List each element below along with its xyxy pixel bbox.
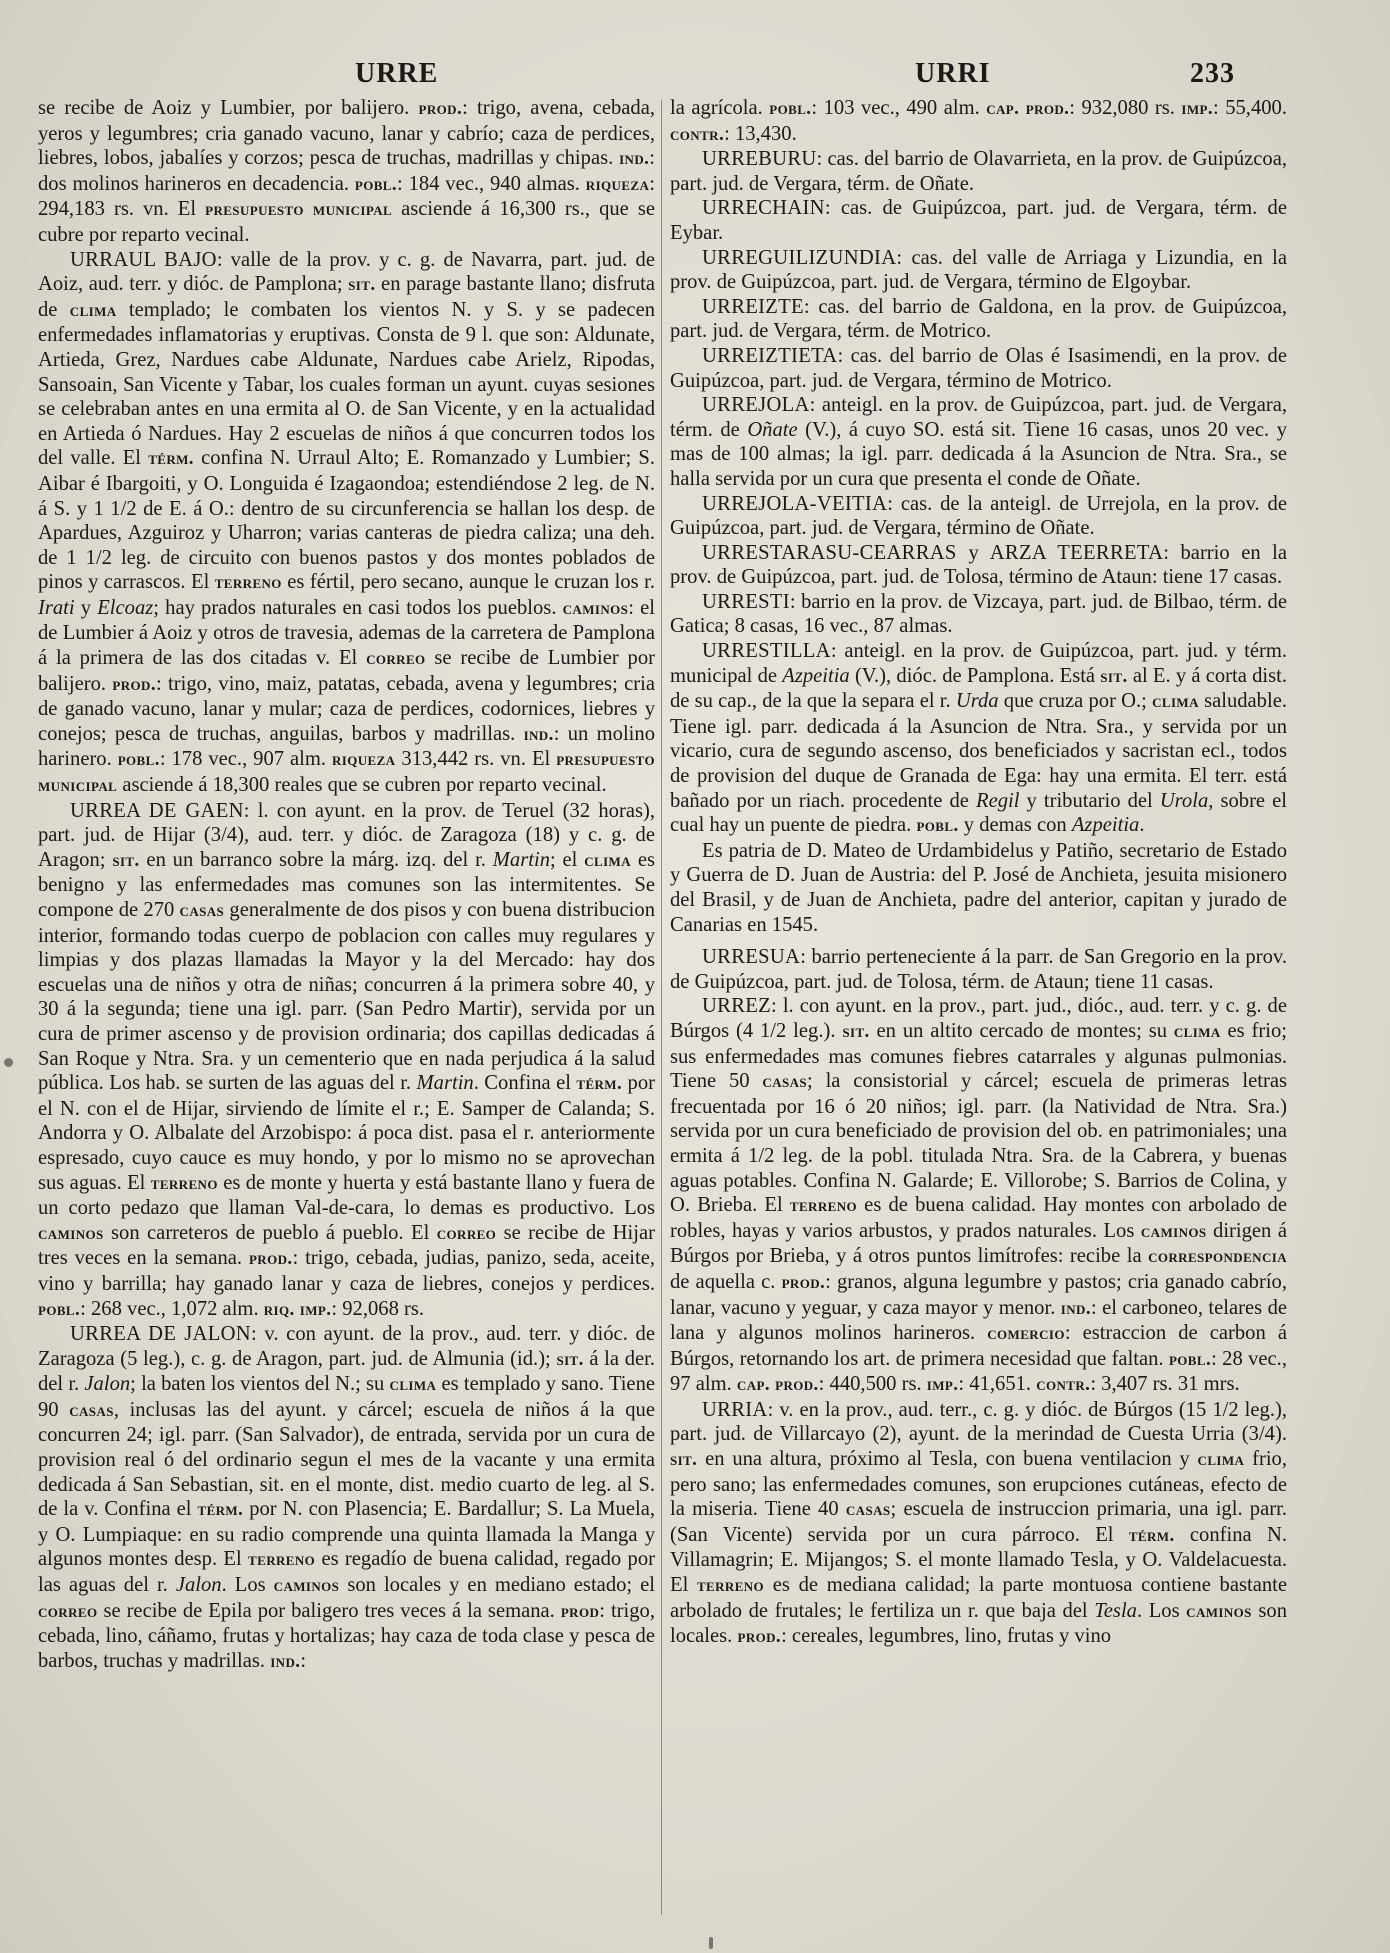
entry-text: (V.), dióc. de Pamplona. Está: [849, 664, 1101, 687]
page-number: 233: [1190, 58, 1235, 89]
entry-text: . Los: [1136, 1599, 1187, 1622]
field-label: comercio: [987, 1323, 1065, 1345]
entry-headword: URRECHAIN: [702, 197, 825, 220]
right-column: [670, 96, 1287, 1650]
entry-text: y tributario del: [1019, 789, 1160, 812]
italic-name: Urda: [955, 690, 999, 713]
entry-text: se recibe de Lumbier por balijero.: [38, 647, 655, 695]
gazetteer-entry: [38, 799, 655, 1322]
entry-text: se recibe de Epila por baligero tres veces á la semana.: [97, 1599, 561, 1622]
field-label: casas: [845, 1499, 891, 1521]
entry-text: ; la baten los vientos del N.; su: [130, 1373, 390, 1396]
field-label: térm.: [197, 1499, 244, 1521]
entry-text: : 178 vec., 907 alm.: [159, 748, 332, 771]
entry-text: : trigo, vino, maiz, patatas, cebada, avena y legumbres; cria de ganado vacuno, lanar y mular; caza de perdices, codornices, liebres y conejos; pesca de truchas, anguilas, barbos y madrillas.: [38, 672, 655, 745]
entry-text: es de buena calidad. Hay montes con arbolado de robles, hayas y varios arbustos, y prados naturales. Los: [670, 1194, 1287, 1242]
entry-text: : 103 vec., 490 alm.: [811, 97, 987, 119]
entry-headword: URREA DE GAEN: [70, 799, 244, 822]
gazetteer-entry: [670, 246, 1287, 295]
gazetteer-entry: [670, 945, 1287, 994]
entry-text: : 294,183 rs. vn. El: [38, 172, 655, 221]
gazetteer-entry: [670, 196, 1287, 245]
field-label: clima: [389, 1374, 437, 1396]
field-label: ind.: [523, 723, 554, 745]
gazetteer-entry: [670, 96, 1287, 147]
entry-text: y demas con: [958, 814, 1072, 837]
entry-text: que cruza por O.;: [998, 690, 1153, 713]
entry-text: : un molino harinero.: [38, 722, 655, 771]
entry-text: : cereales, legumbres, lino, frutas y vino: [781, 1625, 1112, 1648]
entry-text: , inclusas las del ayunt. y cárcel; escuela de niños á la que concurren 24; igl. parr. (San Salvador), de entrada, servida por un cura de provision real ó del ordinario segun el mes de la vacante y una ermita dedicada á San Sebastian, sit. en el monte, dist. medio cuarto de leg. al S. de la v. Confina el: [38, 1398, 655, 1521]
entry-headword: URRIA: [702, 1398, 768, 1421]
field-label: caminos: [1140, 1220, 1207, 1242]
entry-text: : l. con ayunt. en la prov. de Teruel (32 horas), part. jud. de Hijar (3/4), aud. terr. y dióc. de Zaragoza (18) y c. g. de Aragon;: [38, 799, 656, 871]
field-label: riq. imp.: [263, 1298, 332, 1320]
entry-text: : barrio en la prov. de Guipúzcoa, part. jud. de Tolosa, término de Ataun: tiene 17 casas.: [670, 541, 1287, 589]
entry-text: : el de Lumbier á Aoiz y otros de travesia, ademas de la carretera de Pamplona á la primera de las dos citadas v. El: [38, 596, 655, 670]
entry-text: en parage bastante llano; disfruta de: [38, 273, 655, 321]
entry-text: ; hay prados naturales en casi todos los pueblos.: [153, 596, 563, 619]
field-label: imp.: [1181, 98, 1214, 119]
gazetteer-entry: [38, 1322, 655, 1674]
field-label: caminos: [38, 1222, 104, 1244]
italic-name: Jalon: [175, 1574, 222, 1597]
entry-text: son locales y en mediano estado; el: [339, 1574, 655, 1597]
entry-text: saludable. Tiene igl. parr. dedicada á la Asuncion de Ntra. Sra., y servida por un vicario, cura de segundo ascenso, dos beneficiados y sacristan ecl., todos de provision del duque de Granada de Ega: hay una ermita. El terr. está bañado por un riach. procedente de: [670, 690, 1287, 812]
italic-name: Elcoaz: [97, 596, 154, 619]
entry-text: asciende á 16,300 rs., que se cubre por reparto vecinal.: [38, 198, 655, 246]
gazetteer-entry: [670, 393, 1287, 491]
field-label: terreno: [696, 1575, 765, 1597]
gazetteer-entry: [670, 492, 1287, 541]
entry-text: son carreteros de pueblo á pueblo. El: [103, 1221, 437, 1244]
entry-text: : barrio en la prov. de Vizcaya, part. jud. de Bilbao, térm. de Gatica; 8 casas, 16 vec., 87 almas.: [670, 590, 1287, 638]
entry-text: dirigen á Búrgos por Brieba, y á otros puntos limítrofes: recibe la: [670, 1219, 1287, 1268]
entry-text: : granos, alguna legumbre y pastos; cria ganado cabrío, lanar, vacuno y yeguar, y caza mayor y menor.: [670, 1270, 1287, 1319]
field-label: riqueza: [331, 749, 396, 771]
entry-text: se recibe de Hijar tres veces en la semana.: [38, 1221, 655, 1270]
entry-headword: URREGUILIZUNDIA: [702, 246, 897, 269]
italic-name: Martin: [492, 848, 550, 871]
entry-text: ; el: [550, 848, 585, 871]
field-label: sit.: [670, 1449, 698, 1471]
entry-text: es de mediana calidad; la parte montuosa contiene bastante arbolado de frutales; le fertiliza un r. que baja del: [670, 1574, 1287, 1622]
field-label: pobl.: [769, 98, 812, 119]
field-label: prod.: [737, 1626, 782, 1648]
field-label: cap. prod.: [736, 1374, 819, 1396]
field-label: caminos: [1186, 1600, 1252, 1622]
entry-text: : v. en la prov., aud. terr., c. g. y dióc. de Búrgos (15 1/2 leg.), part. jud. de Villarcayo (2), ayunt. de la merindad de Cuesta Urria (3/4).: [670, 1398, 1287, 1446]
running-head-left: URRE: [355, 58, 439, 89]
entry-text: : l. con ayunt. en la prov., part. jud., dióc., aud. terr. y c. g. de Búrgos (4 1/2 leg.).: [670, 995, 1287, 1042]
field-label: terreno: [150, 1172, 218, 1194]
entry-headword: URREBURU: [702, 148, 817, 171]
field-label: sit.: [112, 849, 140, 871]
entry-text: : 28 vec., 97 alm.: [670, 1347, 1287, 1396]
entry-text: confina N. Urraul Alto; E. Romanzado y Lumbier; S. Aibar é Ibargoiti, y O. Longuida é Izagaondoa; estendiéndose 2 leg. de N. á S. y 1 1/2 de E. á O.: dentro de su circunferencia se hallan los desp. de Apardues, Azguiroz y Uharron; varias canteras de piedra caliza; una deh. de 1 1/2 leg. de circuito con buenos pastos y dos montes poblados de pinos y carrascos. El: [38, 447, 655, 594]
italic-name: Urola: [1159, 789, 1209, 812]
gazetteer-entry: [670, 590, 1287, 639]
left-column: [38, 96, 655, 1674]
entry-text: templado; le combaten los vientos N. y S. y se padecen enfermedades inflamatorias y eruptivas. Consta de 9 l. que son: Aldunate, Artieda, Grez, Nardues cabe Aldunate, Nardues cabe Arielz, Ripodas, Sansoain, San Vicente y Tabar, los cuales forman un ayunt. cuyas sesiones se celebraban antes en una ermita al O. de San Vicente, y en la actualidad en Artieda ó Nardues. Hay 2 escuelas de niños á que concurren todos los del valle. El: [38, 298, 656, 470]
entry-text: á la der. del r.: [38, 1347, 655, 1396]
field-label: caminos: [273, 1575, 340, 1597]
entry-text: : 932,080 rs.: [1069, 97, 1182, 119]
field-label: prod: [560, 1600, 600, 1622]
entry-text: : trigo, cebada, judias, panizo, seda, aceite, vino y barrilla; hay ganado lanar y caza de liebres, conejos y perdices.: [38, 1247, 655, 1295]
entry-text: en un altito cercado de montes; su: [869, 1019, 1174, 1042]
entry-text: es frio; sus enfermedades mas comunes fiebres catarrales y algunas pulmonias. Tiene 50: [670, 1019, 1287, 1093]
field-label: prod.: [248, 1248, 293, 1270]
entry-text: : 268 vec., 1,072 alm.: [80, 1297, 264, 1320]
entry-headword: URRESTILLA: [702, 640, 831, 663]
field-label: sit.: [556, 1348, 584, 1370]
italic-name: Azpeitia: [1071, 814, 1140, 837]
field-label: casas: [762, 1071, 808, 1093]
entry-text: es templado y sano. Tiene 90: [38, 1373, 656, 1421]
column-divider: [661, 100, 662, 1915]
field-label: sit.: [1100, 665, 1128, 687]
entry-text: por N. con Plasencia; E. Bardallur; S. La Muela, y O. Lumpiaque: en su radio comprende una quinta llamada la Manga y algunos montes desp. El: [38, 1498, 656, 1571]
field-label: clima: [1152, 691, 1199, 713]
entry-text: . Confina el: [473, 1072, 577, 1095]
entry-text: . Los: [221, 1574, 274, 1597]
entry-text: : 184 vec., 940 almas.: [397, 172, 586, 195]
gazetteer-entry: [670, 839, 1287, 937]
field-label: imp.: [926, 1374, 959, 1396]
gazetteer-entry: [38, 248, 655, 799]
ink-smudge: [709, 1937, 713, 1949]
entry-text: es regadío de buena calidad, regado por las aguas del r.: [38, 1548, 655, 1597]
running-head-center: URRI: [915, 58, 991, 89]
field-label: presupuesto municipal: [205, 199, 393, 221]
field-label: riqueza: [585, 173, 650, 195]
field-label: presupuesto municipal: [38, 749, 655, 797]
entry-text: : cas. del barrio de Olas é Isasimendi, en la prov. de Guipúzcoa, part. jud. de Vergara, término de Motrico.: [670, 344, 1287, 392]
field-label: clima: [1197, 1449, 1245, 1471]
entry-text: : anteigl. en la prov. de Guipúzcoa, part. jud. de Vergara, térm. de: [670, 394, 1287, 441]
field-label: pobl.: [38, 1298, 81, 1320]
entry-text: por el N. con el de Hijar, sirviendo de límite el r.; E. Samper de Calanda; S. Andorra y O. Albalate del Arzobispo: á poca dist. pasa el r. anteriormente espresado, cuyo cauce es muy hondo, y por lo mismo no se aprovechan sus aguas. El: [38, 1072, 655, 1194]
gazetteer-entry: [670, 344, 1287, 393]
italic-name: Azpeitia: [782, 664, 850, 687]
entry-text: la agrícola.: [670, 97, 770, 119]
entry-headword: URRESUA: [702, 946, 801, 969]
entry-text: : cas. de la anteigl. de Urrejola, en la prov. de Guipúzcoa, part. jud. de Vergara, término de Oñate.: [670, 492, 1287, 540]
entry-text: : cas. del barrio de Galdona, en la prov. de Guipúzcoa, part. jud. de Vergara, térm. de Motrico.: [670, 295, 1287, 343]
entry-text: : cas. de Guipúzcoa, part. jud. de Vergara, térm. de Eybar.: [670, 197, 1287, 244]
entry-text: : el carboneo, telares de lana y algunos molinos harineros.: [670, 1296, 1288, 1345]
field-label: sit.: [348, 274, 376, 296]
field-label: térm.: [576, 1073, 623, 1095]
field-label: terreno: [789, 1195, 857, 1217]
entry-text: se recibe de Aoiz y Lumbier, por balijero.: [38, 97, 419, 119]
field-label: ind.: [1060, 1297, 1091, 1319]
entry-text: .: [1139, 814, 1145, 837]
field-label: correo: [366, 648, 426, 670]
field-label: clima: [584, 849, 632, 871]
italic-name: Irati: [38, 596, 75, 619]
entry-text: es fértil, pero secano, aunque le cruzan los r.: [281, 571, 655, 594]
italic-name: Tesla: [1094, 1599, 1137, 1622]
entry-headword: URREIZTE: [702, 295, 804, 318]
entry-text: : 440,500 rs.: [818, 1373, 927, 1396]
entry-text: :: [300, 1649, 307, 1672]
field-label: correo: [38, 1600, 98, 1622]
field-label: prod.: [112, 673, 156, 695]
field-label: clima: [69, 299, 117, 321]
entry-text: : 13,430.: [724, 122, 797, 145]
entry-text: : cas. del barrio de Olavarrieta, en la prov. de Guipúzcoa, part. jud. de Vergara, térm. de Oñate.: [670, 148, 1287, 195]
entry-text: : 92,068 rs.: [331, 1297, 425, 1320]
entry-text: en un barranco sobre la márg. izq. del r.: [139, 848, 493, 871]
field-label: terreno: [214, 572, 282, 594]
entry-text: confina N. Villamagrin; E. Mijangos; S. el monte llamado Tesla, y O. Valdelacuesta. El: [670, 1523, 1287, 1597]
entry-text: generalmente de dos pisos y con buena distribucion interior, formando todas cuerpo de poblacion con calles muy regulares y limpias y dos plazas llamadas la Mayor y la del Mercado: hay dos escuelas una de niños y otra de niñas; concurren á la primera sobre 40, y 30 á la segunda; tiene una igl. parr. (San Pedro Martir), servida por un cura de primer ascenso y de provision ordinaria; dos capillas dedicadas á San Roque y Ntra. Sra. y un cementerio que en nada perjudica á la salud pública. Los hab. se surten de las aguas del r.: [38, 899, 655, 1095]
field-label: cap. prod.: [986, 98, 1070, 119]
field-label: prod.: [781, 1271, 826, 1293]
entry-text: : v. con ayunt. de la prov., aud. terr. y dióc. de Zaragoza (5 leg.), c. g. de Aragon, part. jud. de Almunia (id.);: [38, 1323, 655, 1370]
field-label: casas: [69, 1399, 114, 1421]
field-label: casas: [179, 900, 225, 921]
entry-text: Es patria de D. Mateo de Urdambidelus y Patiño, secretario de Estado y Guerra de D. Juan de Austria: del P. José de Anchieta, jesuita misionero del Brasil, y de Juan de Anchieta, padre del anterior, capitan y jurado de Canarias en 1545.: [670, 839, 1287, 936]
field-label: clima: [1173, 1020, 1221, 1042]
gazetteer-entry: [670, 541, 1287, 590]
entry-text: : 3,407 rs. 31 mrs.: [1090, 1373, 1240, 1396]
entry-text: , sobre el cual hay un puente de piedra.: [670, 789, 1287, 837]
gazetteer-entry: [670, 147, 1287, 196]
field-label: terreno: [248, 1549, 316, 1571]
gazetteer-entry: [670, 295, 1287, 344]
entry-headword: URREA DE JALON: [70, 1323, 251, 1346]
entry-text: asciende á 18,300 reales que se cubren por reparto vecinal.: [117, 774, 607, 797]
entry-text: es benigno y las enfermedades mas comunes son las intermitentes. Se compone de 270: [38, 848, 655, 921]
entry-text: : dos molinos harineros en decadencia.: [38, 147, 655, 195]
field-label: ind.: [619, 148, 650, 170]
field-label: prod.: [418, 98, 463, 119]
entry-text: : trigo, avena, cebada, yeros y legumbres; cria ganado vacuno, lanar y cabrío; caza de perdices, liebres, lobos, jabalíes y corzos; pesca de truchas, madrillas y chipas.: [38, 97, 655, 170]
gazetteer-entry: [670, 994, 1287, 1398]
entry-headword: URREJOLA-VEITIA: [702, 492, 888, 515]
ink-smudge: [4, 1058, 13, 1067]
entry-text: : estraccion de carbon á Búrgos, retornando los art. de primera necesidad que faltan.: [670, 1322, 1287, 1370]
entry-text: : valle de la prov. y c. g. de Navarra, part. jud. de Aoiz, aud. terr. y dióc. de Pamplona;: [38, 248, 655, 296]
entry-text: ; la consistorial y cárcel; escuela de primeras letras frecuentada por 16 ó 20 niños; igl. parr. (la Natividad de Ntra. Sra.) servida por un cura beneficiado de provision del ob. en patrimoniales; una ermita á 1/2 leg. de la pobl. titulada Ntra. Sra. de la Cabrera, y buenas aguas potables. Confina N. Galarde; E. Villorobe; S. Barrios de Colina, y O. Brieba. El: [670, 1070, 1287, 1217]
italic-name: Oñate: [747, 418, 798, 441]
field-label: pobl.: [1168, 1348, 1212, 1370]
entry-text: : 41,651.: [958, 1373, 1037, 1396]
field-label: pobl.: [117, 749, 160, 771]
field-label: correo: [436, 1222, 497, 1244]
entry-text: de aquella c.: [670, 1270, 782, 1293]
entry-headword: URRAUL BAJO: [70, 248, 217, 271]
entry-text: : cas. del valle de Arriaga y Lizundia, en la prov. de Guipúzcoa, part. jud. de Vergara, término de Elgoybar.: [670, 246, 1287, 294]
italic-name: Martin: [416, 1072, 474, 1095]
entry-text: : trigo, cebada, lino, cáñamo, frutas y hortalizas; hay caza de toda clase y pesca de barbos, truchas y madrillas.: [38, 1599, 655, 1672]
entry-text: son locales.: [670, 1599, 1287, 1648]
entry-text: : anteigl. en la prov. de Guipúzcoa, part. jud. y térm. municipal de: [670, 640, 1287, 687]
entry-text: frio, pero sano; las enfermedades comunes, son erupciones cutáneas, efecto de la miseria. Tiene 40: [670, 1448, 1287, 1521]
entry-headword: URRESTI: [702, 590, 790, 613]
entry-text: y: [74, 596, 98, 619]
field-label: ind.: [270, 1650, 301, 1672]
entry-text: (V.), á cuyo SO. está sit. Tiene 16 casas, unos 20 vec. y mas de 100 almas; la igl. parr. dedicada á la Asuncion de Ntra. Sra., se halla servida por un cura que presenta el conde de Oñate.: [670, 418, 1287, 490]
entry-text: : barrio perteneciente á la parr. de San Gregorio en la prov. de Guipúzcoa, part. jud. de Tolosa, térm. de Ataun; tiene 11 casas.: [670, 946, 1287, 993]
entry-headword: URREZ: [702, 995, 772, 1018]
field-label: contr.: [1036, 1374, 1091, 1396]
entry-text: 313,442 rs. vn. El: [395, 748, 557, 771]
entry-text: ; escuela de instruccion primaria, una igl. parr. (San Vicente) servida por un cura párroco. El: [670, 1498, 1287, 1546]
entry-headword: URREIZTIETA: [702, 344, 838, 367]
field-label: correspondencia: [1148, 1246, 1287, 1268]
entry-text: en una altura, próximo al Tesla, con buena ventilacion y: [697, 1448, 1198, 1471]
field-label: térm.: [148, 448, 194, 470]
entry-text: : 55,400.: [1213, 97, 1287, 119]
field-label: pobl.: [354, 173, 397, 195]
italic-name: Regil: [975, 789, 1020, 812]
italic-name: Jalon: [84, 1373, 131, 1396]
field-label: contr.: [670, 123, 725, 145]
gazetteer-entry: [38, 96, 655, 248]
gazetteer-entry: [670, 1398, 1287, 1650]
gazetteer-entry: [670, 639, 1287, 839]
entry-headword: URRESTARASU-CEARRAS y ARZA TEERRETA: [702, 541, 1164, 564]
field-label: caminos: [562, 597, 629, 619]
entry-headword: URREJOLA: [702, 394, 810, 417]
entry-text: al E. y á corta dist. de su cap., de la que la separa el r.: [670, 664, 1287, 713]
entry-text: es de monte y huerta y está bastante llano y fuera de un corto pedazo que llaman Val-de-cara, lo demas es productivo. Los: [38, 1171, 655, 1220]
field-label: pobl.: [916, 815, 959, 837]
field-label: térm.: [1128, 1524, 1175, 1546]
field-label: sit.: [842, 1020, 870, 1042]
